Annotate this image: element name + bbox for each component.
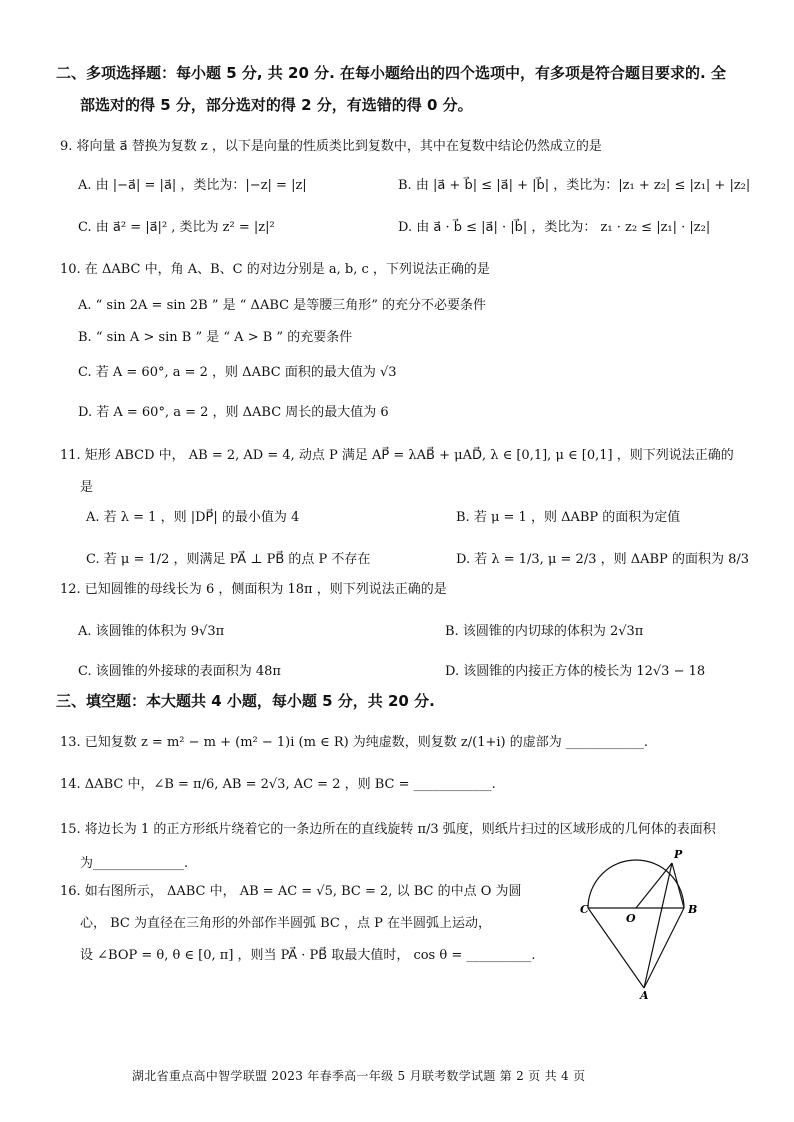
label-o: O [626,912,636,925]
label-p: P [674,848,683,861]
segment-ac [588,908,644,988]
triangle-semicircle-figure [580,840,730,1000]
question-10-stem: 10. 在 ΔABC 中，角 A、B、C 的对边分别是 a, b, c ，下列说法正确的是 [60,262,490,277]
question-12-option-d: D. 该圆锥的内接正方体的棱长为 12√3 − 18 [445,664,706,679]
question-16-line1: 16. 如右图所示， ΔABC 中， AB = AC = √5, BC = 2, 以 BC 的中点 O 为圆 [60,884,522,899]
question-16-line3: 设 ∠BOP = θ, θ ∈ [0, π] ，则当 PA⃗ · PB⃗ 取最大值时， cos θ = __________. [80,948,536,963]
segment-ab [644,908,684,988]
question-10-option-c: C. 若 A = 60°, a = 2 ，则 ΔABC 面积的最大值为 √3 [78,365,397,380]
question-12-option-b: B. 该圆锥的内切球的体积为 2√3π [445,624,644,639]
question-11-stem-cont: 是 [80,480,94,495]
question-9-option-d: D. 由 a⃗ · b⃗ ≤ |a⃗| · |b⃗| ，类比为： z₁ · z₂ ≤ |z₁| · |z₂| [398,220,711,235]
question-9-option-b: B. 由 |a⃗ + b⃗| ≤ |a⃗| + |b⃗| ，类比为：|z₁ + z₂| ≤ |z₁| + |z₂| [398,178,751,193]
section-2-title-line1: 二、多项选择题：每小题 5 分, 共 20 分. 在每小题给出的四个选项中，有多项是符合题目要求的. 全 [56,64,726,82]
question-14: 14. ΔABC 中，∠B = π/6, AB = 2√3, AC = 2 ，则 BC = ____________. [60,777,496,792]
section-2-title-line2: 部选对的得 5 分，部分选对的得 2 分，有选错的得 0 分。 [80,96,473,114]
segment-pb [672,863,684,908]
question-10-option-a: A. “ sin 2A = sin 2B ” 是 “ ΔABC 是等腰三角形” 的充分不必要条件 [78,298,486,313]
question-11-option-a: A. 若 λ = 1 ，则 |DP⃗| 的最小值为 4 [86,510,300,525]
label-a: A [640,989,649,1000]
question-12-option-a: A. 该圆锥的体积为 9√3π [78,624,225,639]
question-13: 13. 已知复数 z = m² − m + (m² − 1)i (m ∈ R) 为纯虚数，则复数 z/(1+i) 的虚部为 ____________. [60,735,649,750]
label-b: B [688,903,698,916]
question-11-stem: 11. 矩形 ABCD 中， AB = 2, AD = 4, 动点 P 满足 AP⃗ = λAB⃗ + μAD⃗, λ ∈ [0,1], μ ∈ [0,1] ，则下列说法正确的 [60,448,734,463]
section-3-title: 三、填空题：本大题共 4 小题，每小题 5 分，共 20 分. [56,692,435,710]
question-10-option-b: B. “ sin A > sin B ” 是 “ A > B ” 的充要条件 [78,330,353,345]
question-10-option-d: D. 若 A = 60°, a = 2 ，则 ΔABC 周长的最大值为 6 [78,405,389,420]
question-9-stem: 9. 将向量 a⃗ 替换为复数 z ，以下是向量的性质类比到复数中，其中在复数中结论仍然成立的是 [60,139,602,154]
segment-pa [644,863,672,988]
label-c: C [580,903,589,916]
question-12-stem: 12. 已知圆锥的母线长为 6 ，侧面积为 18π ，则下列说法正确的是 [60,582,447,597]
question-9-option-c: C. 由 a⃗² = |a⃗|² , 类比为 z² = |z|² [78,220,275,235]
question-11-option-d: D. 若 λ = 1/3, μ = 2/3 ，则 ΔABP 的面积为 8/3 [456,552,749,567]
question-11-option-c: C. 若 μ = 1/2 ，则满足 PA⃗ ⊥ PB⃗ 的点 P 不存在 [86,552,371,567]
question-16-line2: 心， BC 为直径在三角形的外部作半圆弧 BC ，点 P 在半圆弧上运动， [80,916,492,931]
page-footer: 湖北省重点高中智学联盟 2023 年春季高一年级 5 月联考数学试题 第 2 页 共 4 页 [132,1069,586,1083]
question-11-option-b: B. 若 μ = 1 ，则 ΔABP 的面积为定值 [456,510,681,525]
question-15-line2: 为______________. [80,856,189,871]
question-15-line1: 15. 将边长为 1 的正方形纸片绕着它的一条边所在的直线旋转 π/3 弧度，则纸片扫过的区域形成的几何体的表面积 [60,822,716,837]
question-12-option-c: C. 该圆锥的外接球的表面积为 48π [78,664,281,679]
semicircle-arc [588,860,684,908]
question-9-option-a: A. 由 |−a⃗| = |a⃗| ，类比为：|−z| = |z| [78,178,307,193]
